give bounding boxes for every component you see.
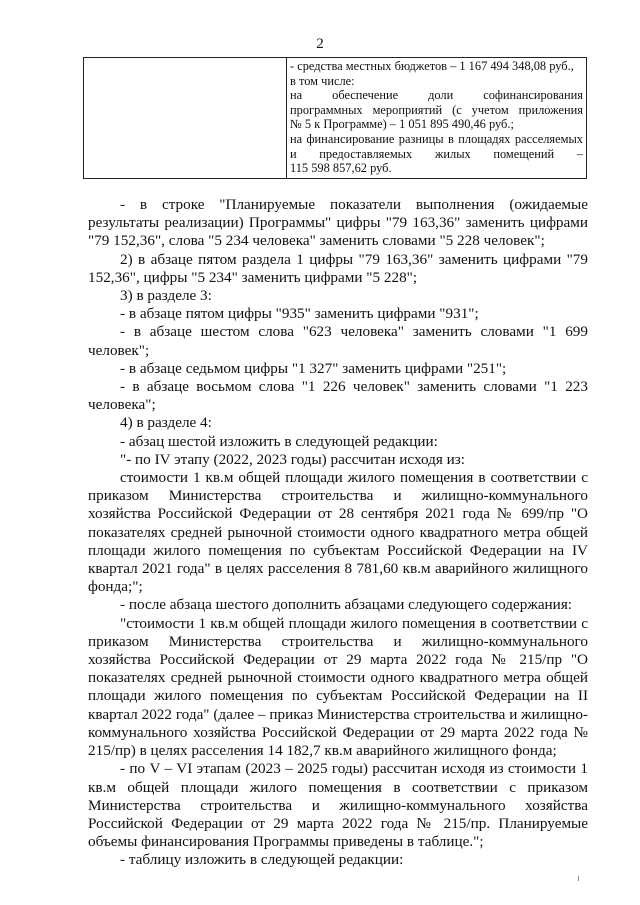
paragraph-stage-4: "- по IV этапу (2022, 2023 годы) рассчитан исходя из: — [120, 450, 465, 468]
paragraph-section-3-item-8: - в абзаце восьмом слова "1 226 человек" заменить словами "1 223 человека"; — [88, 378, 588, 414]
table-line-including: в том числе: — [290, 73, 355, 88]
paragraph-section-1: 2) в абзаце пятом раздела 1 цифры "79 163,36" заменить цифрами "79 152,36", цифры "5 234" заменить цифрами "5 228"; — [88, 250, 588, 286]
table-line-provided-housing: и предоставляемых жилых помещений – — [290, 146, 583, 161]
table-row — [84, 58, 587, 179]
table-line-appendix-amount: № 5 к Программе) – 1 051 895 490,46 руб.; — [290, 117, 514, 132]
table-line-area-difference: на финансирование разницы в площадях расселяемых — [290, 131, 583, 146]
paragraph-section-3-item-6: - в абзаце шестом слова "623 человека" заменить словами "1 699 человек"; — [88, 323, 588, 359]
table-right-cell — [287, 58, 587, 179]
paragraph-section-3-item-7: - в абзаце седьмом цифры "1 327" заменить цифрами "251"; — [120, 359, 507, 377]
table-line-program-measures: программных мероприятий (с учетом приложения — [290, 102, 583, 117]
financing-table — [83, 57, 587, 179]
table-line-difference-amount: 115 598 857,62 руб. — [290, 161, 392, 176]
scan-mark — [578, 876, 579, 881]
page-number: 2 — [316, 36, 324, 52]
paragraph-section-4-item-6: - абзац шестой изложить в следующей редакции: — [120, 432, 438, 450]
paragraph-section-3-item-5: - в абзаце пятом цифры "935" заменить цифрами "931"; — [120, 305, 479, 323]
table-line-cofinancing: на обеспечение доли софинансирования — [290, 88, 583, 103]
paragraph-section-3-heading: 3) в разделе 3: — [120, 287, 212, 305]
paragraph-stage-4-cost: стоимости 1 кв.м общей площади жилого помещения в соответствии с приказом Министерства строительства и жилищно-коммунального хозяйства Российской Федерации от 28 сентября 2021 года № 699/пр "О показателях средней рыночной стоимости одного квадратного метра общей площади жилого помещения по субъектам Российской Федерации на IV квартал 2021 года" в целях расселения 8 781,60 кв.м аварийного жилищного фонда;"; — [88, 469, 588, 596]
table-line-local-budgets: - средства местных бюджетов – 1 167 494 348,08 руб., — [290, 59, 574, 73]
paragraph-add-after-6: - после абзаца шестого дополнить абзацами следующего содержания: — [120, 596, 573, 614]
document-body — [88, 196, 588, 870]
paragraph-section-4-heading: 4) в разделе 4: — [120, 414, 212, 432]
paragraph-indicators: - в строке "Планируемые показатели выполнения (ожидаемые результаты реализации) Программы" цифры "79 163,36" заменить цифрами "79 152,36", слова "5 234 человека" заменить словами "5 228 человек"; — [88, 196, 588, 250]
paragraph-cost-2022: "стоимости 1 кв.м общей площади жилого помещения в соответствии с приказом Министерства строительства и жилищно-коммунального хозяйства Российской Федерации от 29 марта 2022 года № 215/пр "О показателях средней рыночной стоимости одного квадратного метра общей площади жилого помещения по субъектам Российской Федерации на II квартал 2022 года" (далее – приказ Министерства строительства и жилищно-коммунального хозяйства Российской Федерации от 29 марта 2022 года № 215/пр) в целях расселения 14 182,7 кв.м аварийного жилищного фонда; — [88, 614, 588, 760]
table-left-cell — [84, 58, 287, 179]
paragraph-stages-5-6: - по V – VI этапам (2023 – 2025 годы) рассчитан исходя из стоимости 1 кв.м общей площади жилого помещения в соответствии с приказом Министерства строительства и жилищно-коммунального хозяйства Российской Федерации от 29 марта 2022 года № 215/пр. Планируемые объемы финансирования Программы приведены в таблице."; — [88, 760, 588, 851]
paragraph-table-replace: - таблицу изложить в следующей редакции: — [120, 851, 404, 869]
